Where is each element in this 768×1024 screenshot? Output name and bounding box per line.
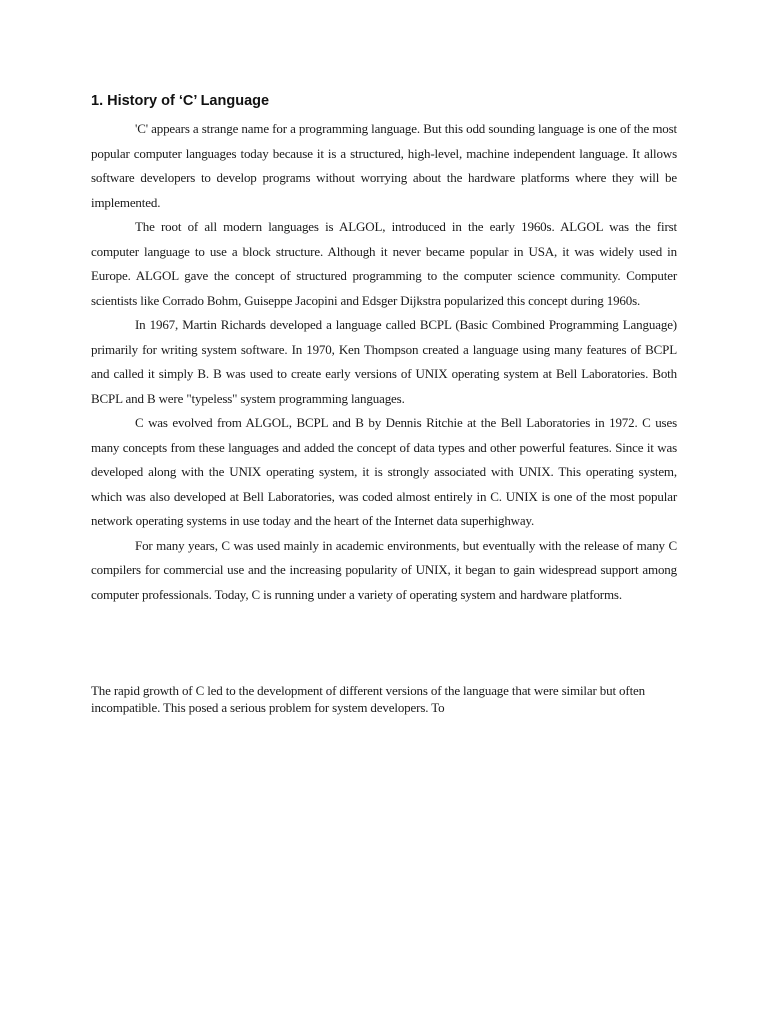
paragraph-c-evolution: C was evolved from ALGOL, BCPL and B by Dennis Ritchie at the Bell Laboratories in 1972. C uses many concepts from these languages and added the concept of data types and other powerful features. Since it was developed along with the UNIX operating system, it is strongly associated with UNIX. This operating system, which was also developed at Bell Laboratories, was coded almost entirely in C. UNIX is one of the most popular network operating systems in use today and the heart of the Internet data superhighway. — [91, 415, 677, 528]
paragraph-intro: 'C' appears a strange name for a programming language. But this odd sounding language is one of the most popular computer languages today because it is a structured, high-level, machine independent language. It allows software developers to develop programs without worrying about the hardware platforms where they will be implemented. — [91, 121, 677, 210]
section-heading: 1. History of ‘C’ Language — [91, 93, 270, 109]
body-text — [91, 117, 677, 607]
paragraph-algol: The root of all modern languages is ALGOL, introduced in the early 1960s. ALGOL was the first computer language to use a block structure. Although it never became popular in USA, it was widely used in Europe. ALGOL gave the concept of structured programming to the computer science community. Computer scientists like Corrado Bohm, Guiseppe Jacopini and Edsger Dijkstra popularized this concept during 1960s. — [91, 219, 677, 308]
paragraph-adoption: For many years, C was used mainly in academic environments, but eventually with the release of many C compilers for commercial use and the increasing popularity of UNIX, it began to gain widespread support among computer professionals. Today, C is running under a variety of operating system and hardware platforms. — [91, 537, 677, 602]
paragraph-rapid-growth: The rapid growth of C led to the development of different versions of the language that were similar but often incompatible. This posed a serious problem for system developers. To — [91, 683, 646, 715]
paragraph-bcpl: In 1967, Martin Richards developed a language called BCPL (Basic Combined Programming Language) primarily for writing system software. In 1970, Ken Thompson created a language using many features of BCPL and called it simply B. B was used to create early versions of UNIX operating system at Bell Laboratories. Both BCPL and B were "typeless" system programming languages. — [91, 317, 677, 406]
